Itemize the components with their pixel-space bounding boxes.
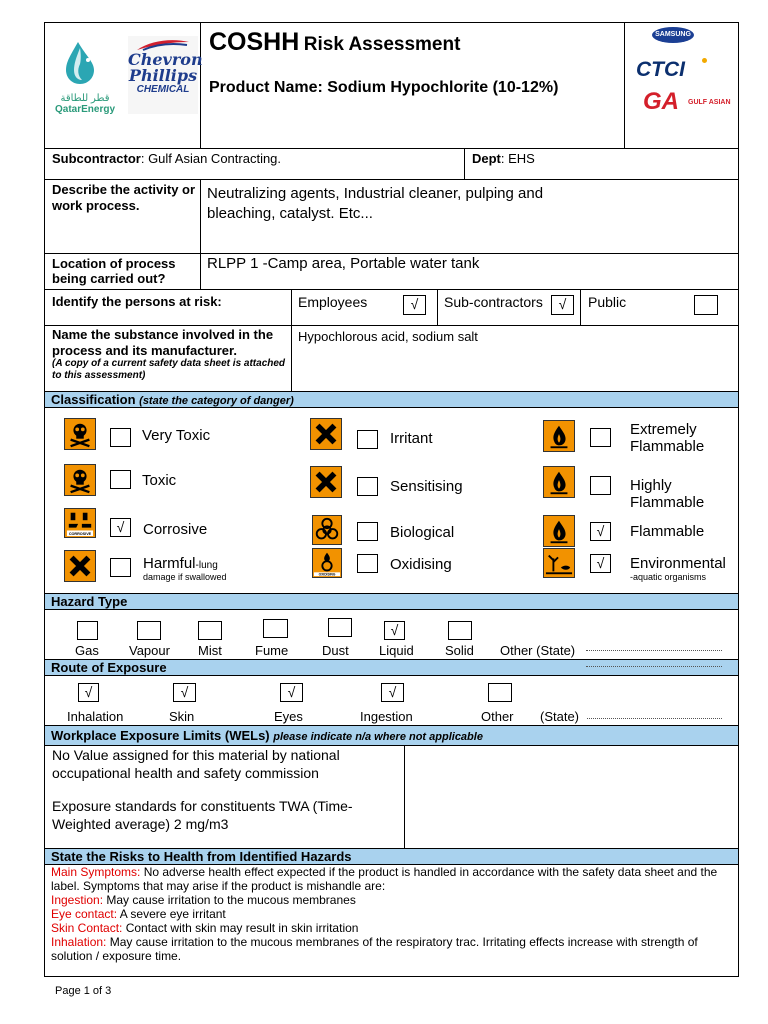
- hazard-vapour-label: Vapour: [129, 643, 170, 658]
- substance-label: Name the substance involved in the process and its manufacturer.: [52, 327, 274, 358]
- hazard-gas-label: Gas: [75, 643, 99, 658]
- risk-inhalation: [51, 935, 735, 963]
- classification-header: [45, 391, 738, 408]
- product-value: Sodium Hypochlorite (10-12%): [327, 79, 559, 96]
- ctci-logo: CTCI: [636, 58, 685, 81]
- classification-subtitle: (state the category of danger): [139, 395, 294, 407]
- persons-employees-checkbox[interactable]: √: [403, 295, 426, 315]
- ga-logo: GA: [643, 88, 679, 115]
- persons-subcontractors-label: Sub-contractors: [444, 294, 543, 310]
- hazard-mist-label: Mist: [198, 643, 222, 658]
- activity-divider: [200, 179, 201, 253]
- risk-eye-contact-label: Eye contact:: [51, 907, 118, 921]
- route-state-label: (State): [540, 709, 580, 724]
- flammable-checkbox[interactable]: √: [590, 522, 611, 541]
- hazard-type-title: Hazard Type: [51, 594, 128, 609]
- route-other-checkbox[interactable]: [488, 683, 512, 702]
- hazard-gas-checkbox[interactable]: [77, 621, 98, 640]
- corrosive-label: Corrosive: [143, 521, 208, 538]
- flammable-label: Flammable: [630, 523, 705, 540]
- hazard-dust-checkbox[interactable]: [328, 618, 352, 637]
- flame-icon: [543, 466, 575, 498]
- persons-divider-2: [437, 289, 438, 325]
- persons-public-label: Public: [588, 294, 627, 310]
- activity-value: Neutralizing agents, Industrial cleaner, pulping and bleaching, catalyst. Etc...: [207, 185, 544, 222]
- route-skin-label: Skin: [169, 709, 195, 724]
- drop-icon: [50, 38, 120, 88]
- route-ingestion-checkbox[interactable]: √: [381, 683, 404, 702]
- persons-employees-label: Employees: [298, 294, 368, 310]
- qatar-arabic-text: قطر للطاقة: [60, 93, 110, 104]
- substance-note: (A copy of a current safety data sheet is attached to this assessment): [52, 358, 286, 381]
- header-divider-left: [200, 22, 201, 148]
- persons-subcontractors-checkbox[interactable]: √: [551, 295, 574, 315]
- wel-text-2: Exposure standards for constituents TWA (Time-Weighted average) 2 mg/m3: [52, 798, 353, 832]
- hazard-solid-checkbox[interactable]: [448, 621, 472, 640]
- corrosive-icon: [64, 508, 96, 538]
- persons-divider-3: [580, 289, 581, 325]
- irritant-label: Irritant: [390, 430, 433, 447]
- route-ingestion-label: Ingestion: [360, 709, 413, 724]
- route-state-fill-line[interactable]: [587, 718, 722, 719]
- risks-title: State the Risks to Health from Identified Hazards: [51, 849, 352, 864]
- route-header-dotted-line: [586, 666, 722, 667]
- chevron-phillips-logo: [128, 36, 203, 114]
- route-eyes-checkbox[interactable]: √: [280, 683, 303, 702]
- row-rule: [44, 253, 739, 254]
- title-risk-assessment: Risk Assessment: [303, 34, 461, 55]
- title-coshh: COSHH: [209, 28, 300, 56]
- cross-icon: [310, 466, 342, 498]
- environment-icon: [543, 548, 575, 578]
- hazard-type-header: [45, 593, 738, 610]
- wel-header: [45, 725, 738, 746]
- oxidising-checkbox[interactable]: [357, 554, 378, 573]
- location-divider: [200, 253, 201, 289]
- route-other-label: Other: [481, 709, 514, 724]
- page-number: Page 1 of 3: [55, 985, 112, 997]
- route-inhalation-checkbox[interactable]: √: [78, 683, 99, 702]
- activity-label: Describe the activity or work process.: [52, 182, 196, 213]
- hazard-liquid-checkbox[interactable]: √: [384, 621, 405, 640]
- oxidising-label: Oxidising: [390, 556, 452, 573]
- extremely-flammable-checkbox[interactable]: [590, 428, 611, 447]
- irritant-checkbox[interactable]: [357, 430, 378, 449]
- wel-divider: [404, 746, 405, 848]
- sensitising-label: Sensitising: [390, 478, 463, 495]
- risk-main-symptoms: [51, 865, 735, 893]
- chevron-text: Chevron: [128, 50, 203, 69]
- header-divider-right: [624, 22, 625, 148]
- hazard-other-fill-line[interactable]: [586, 650, 722, 651]
- dept-cell: [472, 151, 535, 166]
- hazard-vapour-checkbox[interactable]: [137, 621, 161, 640]
- hazard-mist-checkbox[interactable]: [198, 621, 222, 640]
- substance-value: Hypochlorous acid, sodium salt: [298, 329, 478, 344]
- page-title: [209, 28, 460, 57]
- qatarenergy-logo: [50, 38, 120, 113]
- route-eyes-label: Eyes: [274, 709, 303, 724]
- hazard-other-label: Other (State): [500, 643, 576, 658]
- harmful-label-main: Harmful: [143, 555, 196, 572]
- route-title: Route of Exposure: [51, 660, 167, 675]
- risk-main-symptoms-text: No adverse health effect expected if the product is handled in accordance with the safety data sheet and the label. Symptoms that may arise if the product is mishandle are:: [51, 865, 718, 893]
- harmful-label: [143, 555, 218, 573]
- phillips-text: Phillips: [128, 66, 198, 85]
- risk-eye-contact: [51, 907, 735, 921]
- wel-text-1: No Value assigned for this material by national occupational health and safety commission: [52, 747, 340, 781]
- risk-ingestion: [51, 893, 735, 907]
- persons-label: Identify the persons at risk:: [52, 294, 222, 309]
- persons-divider-1: [291, 289, 292, 325]
- harmful-note: damage if swallowed: [143, 572, 227, 582]
- route-skin-checkbox[interactable]: √: [173, 683, 196, 702]
- environmental-note: -aquatic organisms: [630, 572, 707, 582]
- flame-icon: [543, 515, 575, 547]
- risk-skin-contact-text: Contact with skin may result in skin irritation: [122, 921, 359, 935]
- environmental-checkbox[interactable]: √: [590, 554, 611, 573]
- skull-icon: [64, 418, 96, 450]
- hazard-solid-label: Solid: [445, 643, 474, 658]
- location-label: Location of process being carried out?: [52, 256, 176, 286]
- corrosive-icon-label: CORROSIVE: [68, 532, 92, 537]
- corrosive-checkbox[interactable]: √: [110, 518, 131, 537]
- ctci-dot-icon: [702, 58, 707, 63]
- risk-main-symptoms-label: Main Symptoms:: [51, 865, 141, 879]
- persons-public-checkbox[interactable]: [694, 295, 718, 315]
- toxic-label: Toxic: [142, 472, 177, 489]
- cross-icon: [310, 418, 342, 450]
- row-rule: [44, 179, 739, 180]
- biological-label: Biological: [390, 524, 455, 541]
- classification-title: Classification: [51, 392, 136, 407]
- subcontractor-label: Subcontractor: [52, 151, 141, 166]
- risk-skin-contact: [51, 921, 735, 935]
- wel-title: Workplace Exposure Limits (WELs): [51, 728, 270, 743]
- biological-checkbox[interactable]: [357, 522, 378, 541]
- environmental-label: Environmental: [630, 555, 726, 572]
- risk-inhalation-label: Inhalation:: [51, 935, 107, 949]
- sensitising-checkbox[interactable]: [357, 477, 378, 496]
- very-toxic-label: Very Toxic: [142, 427, 211, 444]
- product-label: Product Name:: [209, 79, 323, 96]
- route-header: [45, 659, 738, 676]
- location-value: RLPP 1 -Camp area, Portable water tank: [207, 255, 480, 272]
- risks-header: [45, 848, 738, 865]
- risk-inhalation-text: May cause irritation to the mucous membranes of the respiratory trac. Irritating effects increase with strength of solution / exposure time.: [51, 935, 698, 963]
- hazard-liquid-label: Liquid: [379, 643, 414, 658]
- hazard-fume-label: Fume: [255, 643, 289, 658]
- subcontractor-value: : Gulf Asian Contracting.: [140, 151, 282, 166]
- chemical-text: CHEMICAL: [136, 84, 190, 95]
- substance-divider: [291, 325, 292, 391]
- product-name: [209, 79, 558, 97]
- risk-ingestion-text: May cause irritation to the mucous membranes: [103, 893, 356, 907]
- dept-label: Dept: [472, 151, 501, 166]
- dept-value: : EHS: [500, 151, 535, 166]
- extremely-flammable-label: Extremely Flammable: [630, 421, 705, 455]
- gulf-asian-text: GULF ASIAN: [688, 99, 731, 106]
- cross-icon: [64, 550, 96, 582]
- header-bottom-rule: [44, 148, 739, 149]
- qatar-english-text: QatarEnergy: [54, 104, 116, 115]
- toxic-checkbox[interactable]: [110, 470, 131, 489]
- harmful-checkbox[interactable]: [110, 558, 131, 577]
- hazard-fume-checkbox[interactable]: [263, 619, 288, 638]
- very-toxic-checkbox[interactable]: [110, 428, 131, 447]
- highly-flammable-checkbox[interactable]: [590, 476, 611, 495]
- risk-skin-contact-label: Skin Contact:: [51, 921, 123, 935]
- harmful-label-sub: -lung: [195, 560, 218, 571]
- hazard-dust-label: Dust: [322, 643, 349, 658]
- row-rule: [44, 325, 739, 326]
- oxidising-icon-label: OXIDISING: [318, 572, 336, 577]
- biohazard-icon: [312, 515, 342, 545]
- oxidising-icon: [312, 548, 342, 578]
- skull-icon: [64, 464, 96, 496]
- wel-subtitle: please indicate n/a where not applicable: [273, 731, 483, 743]
- risk-ingestion-label: Ingestion:: [51, 893, 104, 907]
- row-rule: [44, 289, 739, 290]
- highly-flammable-label: Highly Flammable: [630, 477, 705, 511]
- subcontractor-row: [52, 151, 281, 166]
- risk-eye-contact-text: A severe eye irritant: [117, 907, 226, 921]
- route-inhalation-label: Inhalation: [67, 709, 124, 724]
- flame-icon: [543, 420, 575, 452]
- samsung-logo: SAMSUNG: [652, 27, 694, 43]
- dept-divider: [464, 148, 465, 179]
